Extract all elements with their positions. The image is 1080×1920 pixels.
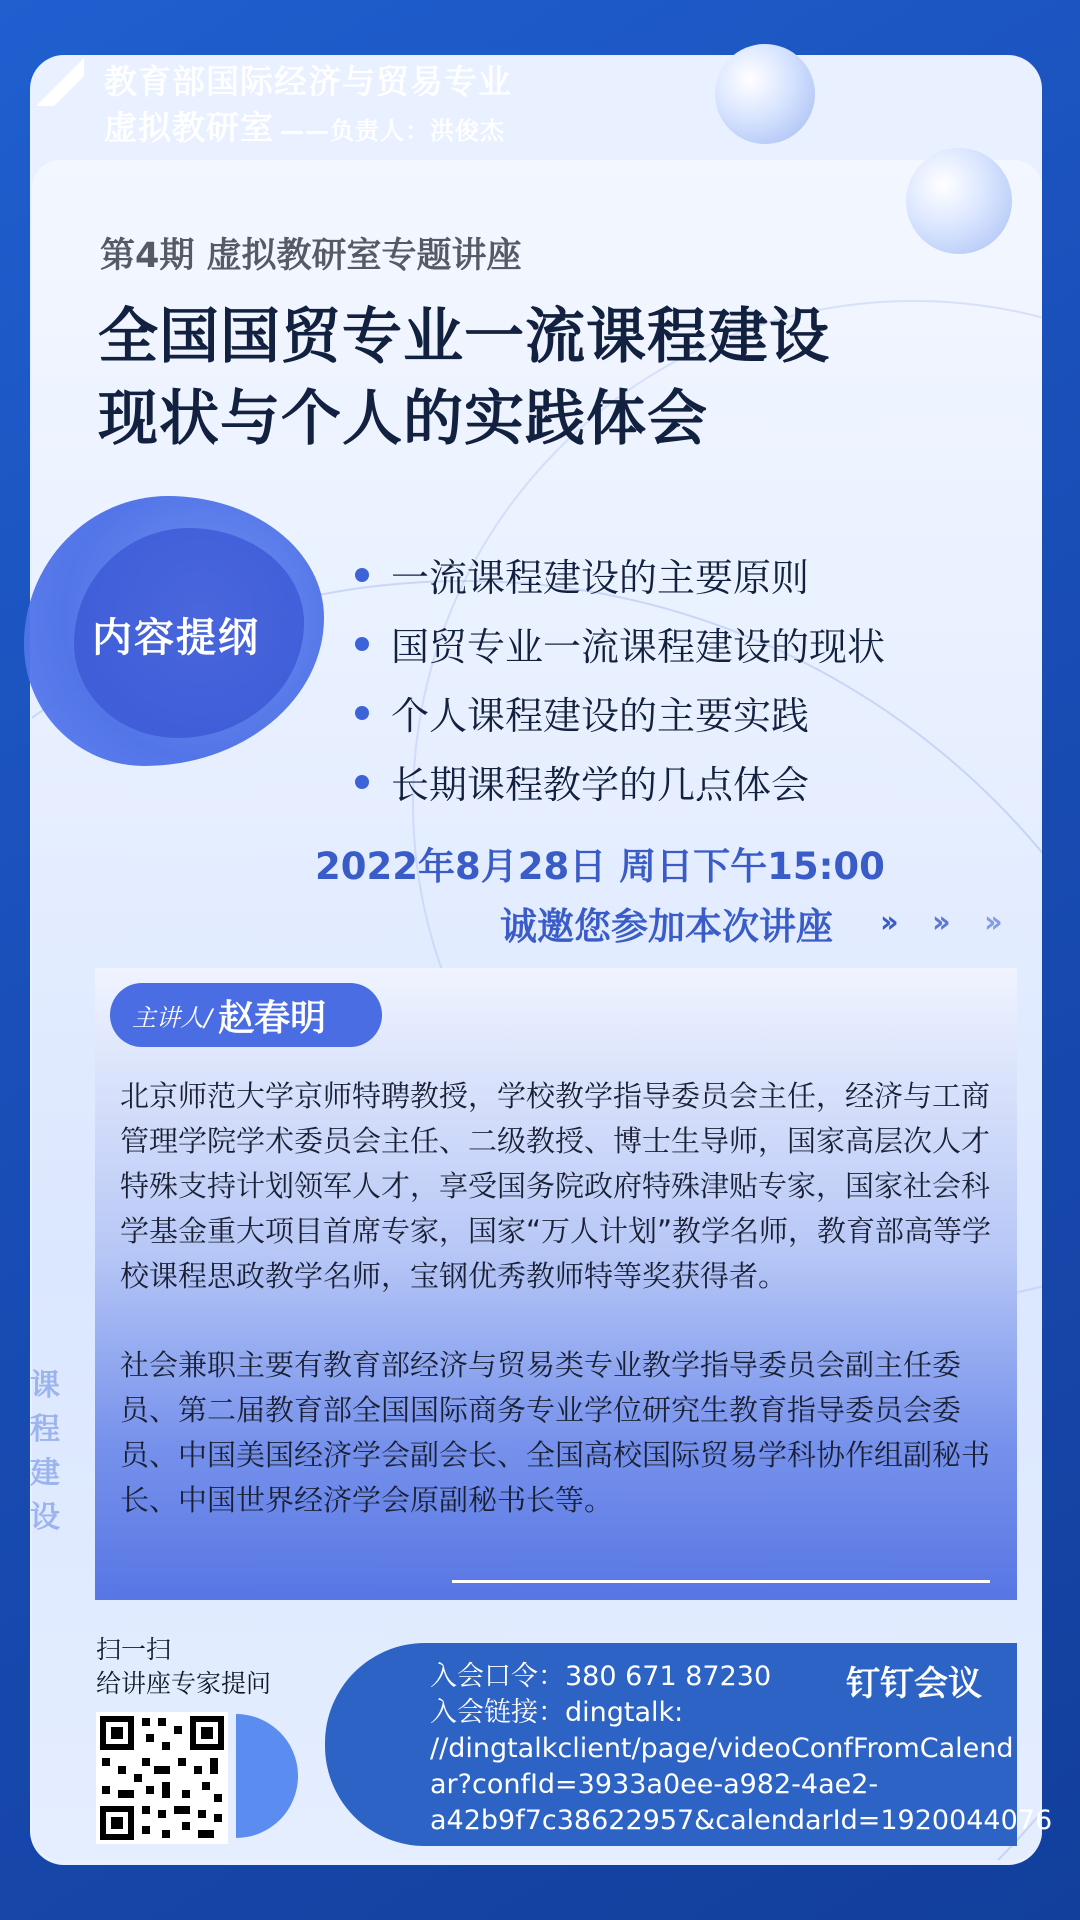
event-datetime: 2022年8月28日 周日下午15:00 — [315, 845, 885, 888]
meeting-brand: 钉钉会议 — [846, 1664, 982, 1704]
bio-paragraph: 社会兼职主要有教育部经济与贸易类专业教学指导委员会副主任委员、第二届教育部全国国际商务专业学位研究生教育指导委员会委员、中国美国经济学会副会长、全国高校国际贸易学科协作组副秘书长、中国世界经济学会原副秘书长等。 — [120, 1348, 991, 1517]
list-item-text: 一流课程建设的主要原则 — [391, 556, 810, 600]
corner-slash-icon — [36, 58, 84, 106]
bio-paragraph: 北京师范大学京师特聘教授，学校教学指导委员会主任，经济与工商管理学院学术委员会主任、二级教授、博士生导师，国家高层次人才特殊支持计划领军人才，享受国务院政府特殊津贴专家，国家社会科学基金重大项目首席专家，国家“万人计划”教学名师，教育部高等学校课程思政教学名师，宝钢优秀教师特等奖获得者。 — [120, 1079, 992, 1293]
speaker-prefix: 主讲人/ — [132, 1003, 213, 1032]
meeting-link[interactable]: ar?confId=3933a0ee-a982-4ae2- — [430, 1769, 879, 1800]
header-title: 教育部国际经济与贸易专业 — [104, 62, 512, 101]
decorative-sphere — [906, 148, 1012, 254]
main-title — [98, 296, 830, 460]
bullet-dot-icon — [355, 706, 369, 720]
speaker-name: 赵春明 — [218, 997, 327, 1039]
outline-list — [355, 540, 885, 816]
list-item-text: 国贸专业一流课程建设的现状 — [391, 625, 886, 669]
header-responsible: ——负责人：洪俊杰 — [280, 117, 505, 145]
divider — [452, 1580, 990, 1583]
speaker-bio — [120, 1074, 1000, 1567]
outline-label: 内容提纲 — [92, 615, 260, 661]
bullet-dot-icon — [355, 775, 369, 789]
bullet-dot-icon — [355, 568, 369, 582]
main-title-line: 现状与个人的实践体会 — [98, 384, 708, 454]
main-title-line: 全国国贸专业一流课程建设 — [98, 302, 830, 372]
chevron-right-icon: ›› — [932, 905, 945, 940]
speaker-tag — [110, 983, 382, 1047]
list-item — [355, 678, 885, 747]
chevron-right-icon: ›› — [880, 905, 893, 940]
bullet-dot-icon — [355, 637, 369, 651]
list-item — [355, 540, 885, 609]
qr-code-icon — [96, 1712, 228, 1844]
list-item — [355, 747, 885, 816]
side-label: 课程建设 — [30, 1368, 68, 1535]
chevron-right-icon: ›› — [984, 905, 997, 940]
scan-prompt — [96, 1633, 271, 1701]
qr-code[interactable] — [96, 1712, 228, 1844]
meeting-link[interactable]: a42b9f7c38622957&calendarId=1920044076 — [430, 1805, 1053, 1836]
header-subtitle-main: 虚拟教研室 — [104, 108, 274, 147]
event-invite: 诚邀您参加本次讲座 — [500, 905, 833, 948]
scan-line: 给讲座专家提问 — [96, 1669, 272, 1698]
meeting-code: 入会口令：380 671 87230 — [430, 1661, 772, 1692]
list-item-text: 长期课程教学的几点体会 — [391, 763, 810, 807]
meeting-link-label[interactable]: 入会链接：dingtalk: — [430, 1697, 684, 1728]
meeting-link[interactable]: //dingtalkclient/page/videoConfFromCalend — [430, 1733, 1014, 1764]
issue-title: 第4期 虚拟教研室专题讲座 — [100, 236, 522, 276]
list-item — [355, 609, 885, 678]
header-subtitle — [104, 102, 505, 149]
scan-line: 扫一扫 — [96, 1635, 172, 1664]
list-item-text: 个人课程建设的主要实践 — [391, 694, 810, 738]
decorative-sphere — [715, 44, 815, 144]
